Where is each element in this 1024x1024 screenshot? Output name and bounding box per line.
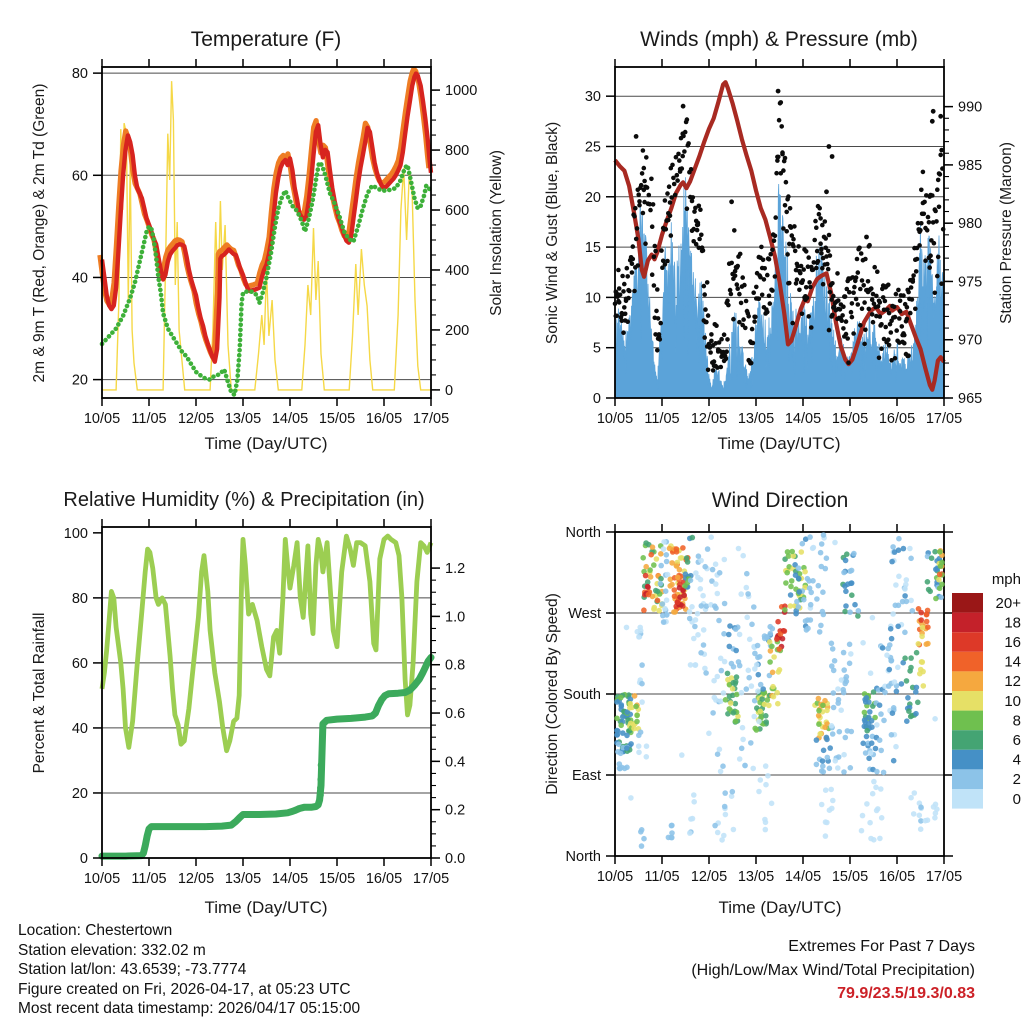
svg-text:15/05: 15/05 xyxy=(318,871,356,887)
panel-title-wind-direction: Wind Direction xyxy=(711,489,849,512)
svg-text:0: 0 xyxy=(592,391,601,407)
svg-text:13/05: 13/05 xyxy=(737,869,775,885)
svg-text:20+: 20+ xyxy=(995,594,1021,612)
svg-text:100: 100 xyxy=(63,525,88,542)
svg-text:11/05: 11/05 xyxy=(131,871,167,887)
svg-text:200: 200 xyxy=(445,322,470,339)
svg-text:12/05: 12/05 xyxy=(690,411,728,427)
svg-text:20: 20 xyxy=(584,189,601,206)
svg-text:16/05: 16/05 xyxy=(878,869,916,885)
svg-text:20: 20 xyxy=(71,372,88,389)
extremes-values: 79.9/23.5/19.3/0.83 xyxy=(837,985,975,1002)
svg-text:15: 15 xyxy=(584,240,601,257)
svg-text:16/05: 16/05 xyxy=(878,411,916,427)
svg-text:10: 10 xyxy=(1004,692,1021,710)
svg-text:0: 0 xyxy=(445,382,454,399)
svg-text:20: 20 xyxy=(71,785,88,802)
svg-text:25: 25 xyxy=(584,139,601,156)
svg-text:970: 970 xyxy=(958,332,983,349)
svg-text:5: 5 xyxy=(592,340,601,357)
xlabel-humidity: Time (Day/UTC) xyxy=(204,898,328,917)
extremes-block xyxy=(691,935,975,1006)
svg-text:60: 60 xyxy=(71,655,88,672)
svg-text:East: East xyxy=(571,768,601,784)
ylabel-winds-right: Station Pressure (Maroon) xyxy=(998,142,1015,324)
svg-text:16: 16 xyxy=(1004,634,1021,651)
svg-text:17/05: 17/05 xyxy=(412,411,450,427)
svg-text:18: 18 xyxy=(1004,614,1021,632)
svg-text:16/05: 16/05 xyxy=(365,411,403,427)
svg-text:975: 975 xyxy=(958,274,983,291)
svg-text:12/05: 12/05 xyxy=(177,871,215,887)
svg-text:1.2: 1.2 xyxy=(445,561,466,578)
panel-title-winds: Winds (mph) & Pressure (mb) xyxy=(640,28,918,51)
wind-direction-dots xyxy=(614,532,945,849)
svg-text:15/05: 15/05 xyxy=(318,411,356,427)
svg-text:2: 2 xyxy=(1012,771,1021,789)
svg-text:8: 8 xyxy=(1012,712,1021,730)
xlabel-wind-direction: Time (Day/UTC) xyxy=(718,898,842,917)
svg-text:40: 40 xyxy=(71,720,88,737)
svg-text:12: 12 xyxy=(1004,673,1021,691)
svg-text:15/05: 15/05 xyxy=(831,869,869,885)
ylabel-temperature-left: 2m & 9m T (Red, Orange) & 2m Td (Green) xyxy=(31,83,48,383)
svg-text:11/05: 11/05 xyxy=(644,411,680,427)
svg-text:0.4: 0.4 xyxy=(445,754,466,771)
svg-text:12/05: 12/05 xyxy=(690,869,728,885)
temp-2m-line xyxy=(102,74,431,362)
svg-text:1.0: 1.0 xyxy=(445,609,466,626)
svg-text:0.2: 0.2 xyxy=(445,802,466,819)
svg-text:0.0: 0.0 xyxy=(445,851,466,867)
footer-created: Figure created on Fri, 2026-04-17, at 05:23 UTC xyxy=(18,980,351,998)
svg-text:985: 985 xyxy=(958,157,983,174)
svg-text:6: 6 xyxy=(1012,732,1021,749)
svg-text:14/05: 14/05 xyxy=(271,411,309,427)
svg-text:0.8: 0.8 xyxy=(445,657,466,674)
svg-text:14/05: 14/05 xyxy=(271,871,309,887)
svg-text:15/05: 15/05 xyxy=(831,411,869,427)
dewpoint-line xyxy=(102,163,431,395)
temperature-panel xyxy=(72,59,477,427)
extremes-title: Extremes For Past 7 Days xyxy=(788,938,975,955)
panel-title-humidity: Relative Humidity (%) & Precipitation (in) xyxy=(63,489,425,511)
ylabel-temperature-right: Solar Insolation (Yellow) xyxy=(488,150,505,316)
svg-text:17/05: 17/05 xyxy=(412,871,450,887)
svg-text:16/05: 16/05 xyxy=(365,871,403,887)
svg-text:40: 40 xyxy=(71,270,88,287)
svg-text:0: 0 xyxy=(79,851,88,867)
svg-text:13/05: 13/05 xyxy=(224,871,262,887)
svg-text:11/05: 11/05 xyxy=(644,869,680,885)
svg-text:1000: 1000 xyxy=(445,83,478,100)
svg-text:10: 10 xyxy=(584,290,601,307)
ylabel-humidity-left: Percent & Total Rainfall xyxy=(31,612,48,774)
svg-text:965: 965 xyxy=(958,391,983,407)
xlabel-temperature: Time (Day/UTC) xyxy=(204,434,328,453)
svg-text:10/05: 10/05 xyxy=(596,411,634,427)
svg-text:980: 980 xyxy=(958,216,983,233)
svg-text:North: North xyxy=(565,849,601,865)
svg-text:4: 4 xyxy=(1012,751,1021,769)
svg-text:0: 0 xyxy=(1012,790,1021,808)
svg-text:0.6: 0.6 xyxy=(445,706,466,723)
svg-text:11/05: 11/05 xyxy=(131,411,167,427)
svg-text:10/05: 10/05 xyxy=(83,871,121,887)
humidity-precip-panel xyxy=(64,519,465,887)
svg-text:13/05: 13/05 xyxy=(224,411,262,427)
svg-text:South: South xyxy=(563,687,601,703)
svg-text:10/05: 10/05 xyxy=(83,411,121,427)
svg-text:10/05: 10/05 xyxy=(596,869,634,885)
svg-text:80: 80 xyxy=(71,66,88,83)
panel-title-temperature: Temperature (F) xyxy=(190,28,342,51)
extremes-subtitle: (High/Low/Max Wind/Total Precipitation) xyxy=(691,961,975,979)
svg-text:North: North xyxy=(565,525,601,541)
svg-text:80: 80 xyxy=(71,590,88,607)
svg-text:17/05: 17/05 xyxy=(925,411,963,427)
svg-text:14/05: 14/05 xyxy=(784,869,822,885)
xlabel-winds: Time (Day/UTC) xyxy=(717,434,841,453)
svg-text:14/05: 14/05 xyxy=(784,411,822,427)
svg-text:800: 800 xyxy=(445,143,470,160)
station-footer xyxy=(18,921,360,1019)
svg-text:12/05: 12/05 xyxy=(177,411,215,427)
svg-text:30: 30 xyxy=(584,89,601,106)
svg-text:600: 600 xyxy=(445,203,470,220)
wind-speed-colorbar xyxy=(952,593,1021,809)
ylabel-wind-direction-left: Direction (Colored By Speed) xyxy=(544,593,561,795)
svg-text:990: 990 xyxy=(958,99,983,116)
svg-text:17/05: 17/05 xyxy=(925,869,963,885)
svg-text:14: 14 xyxy=(1004,653,1021,671)
svg-text:West: West xyxy=(568,606,601,622)
svg-text:60: 60 xyxy=(71,168,88,185)
ylabel-winds-left: Sonic Wind & Gust (Blue, Black) xyxy=(544,121,561,345)
footer-latlon: Station lat/lon: 43.6539; -73.7774 xyxy=(18,961,247,979)
footer-elevation: Station elevation: 332.02 m xyxy=(18,941,206,959)
svg-text:400: 400 xyxy=(445,262,470,279)
footer-location: Location: Chestertown xyxy=(18,922,173,939)
svg-text:13/05: 13/05 xyxy=(737,411,775,427)
total-rainfall-line xyxy=(102,658,431,857)
colorbar-unit-label: mph xyxy=(991,571,1021,588)
footer-timestamp: Most recent data timestamp: 2026/04/17 05:15:00 xyxy=(18,1000,361,1018)
relative-humidity-line xyxy=(102,536,431,751)
